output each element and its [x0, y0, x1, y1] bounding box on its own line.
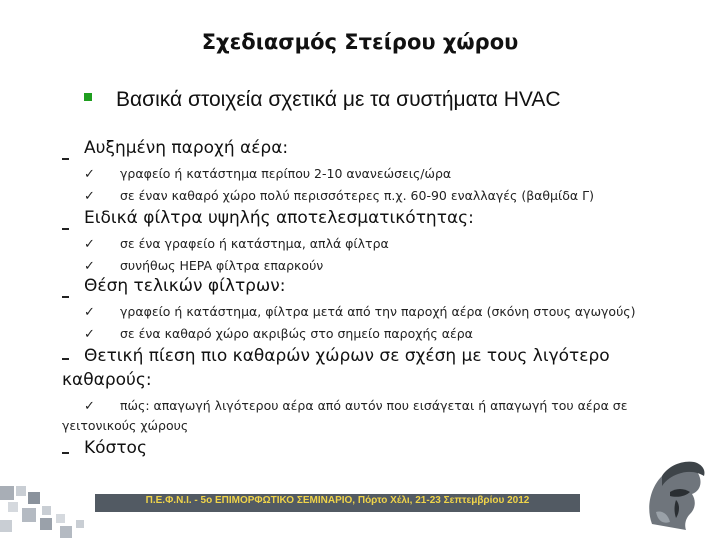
checkmark-icon: ✓: [84, 399, 95, 414]
list-item: ✓ πώς: απαγωγή λιγότερου αέρα από αυτόν που εισάγεται ή απαγωγή του αέρα σε: [84, 398, 628, 414]
square-bullet-icon: [84, 93, 92, 101]
list-item: ✓ γραφείο ή κατάστημα περίπου 2-10 ανανεώσεις/ώρα: [84, 166, 452, 182]
slide-title: Σχεδιασμός Στείρου χώρου: [201, 30, 519, 54]
dash-bullet-icon: [62, 296, 69, 298]
checkmark-icon: ✓: [84, 305, 95, 320]
list-item: ✓ σε ένα γραφείο ή κατάστημα, απλά φίλτρα: [84, 236, 389, 252]
section-heading: Αυξημένη παροχή αέρα:: [84, 138, 289, 158]
footer-bar: [95, 494, 580, 512]
subtitle-text: Βασικά στοιχεία σχετικά με τα συστήματα HVAC: [116, 88, 561, 111]
dash-bullet-icon: [62, 358, 69, 360]
dash-bullet-icon: [62, 452, 69, 454]
section-heading: Ειδικά φίλτρα υψηλής αποτελεσματικότητας:: [84, 208, 474, 228]
list-item: ✓ γραφείο ή κατάστημα, φίλτρα μετά από την παροχή αέρα (σκόνη στους αγωγούς): [84, 304, 636, 320]
section-heading-continued: καθαρούς:: [62, 370, 152, 390]
list-item-continued: γειτονικούς χώρους: [62, 418, 189, 433]
checkmark-icon: ✓: [84, 327, 95, 342]
checkmark-icon: ✓: [84, 259, 95, 274]
checkmark-icon: ✓: [84, 189, 95, 204]
slide-subtitle: [84, 88, 561, 112]
section-heading: Κόστος: [84, 438, 147, 458]
list-item: ✓ σε έναν καθαρό χώρο πολύ περισσότερες π.χ. 60-90 εναλλαγές (βαθμίδα Γ): [84, 188, 594, 204]
list-item: ✓ συνήθως HEPA φίλτρα επαρκούν: [84, 258, 324, 274]
dash-bullet-icon: [62, 228, 69, 230]
section-heading: Θετική πίεση πιο καθαρών χώρων σε σχέση με τους λιγότερο: [84, 346, 610, 366]
list-item: ✓ σε ένα καθαρό χώρο ακριβώς στο σημείο παροχής αέρα: [84, 326, 473, 342]
dash-bullet-icon: [62, 158, 69, 160]
checkmark-icon: ✓: [84, 167, 95, 182]
footer-text: Π.Ε.Φ.Ν.Ι. - 5ο ΕΠΙΜΟΡΦΩΤΙΚΟ ΣΕΜΙΝΑΡΙΟ, Πόρτο Χέλι, 21-23 Σεπτεμβρίου 2012: [145, 495, 530, 506]
section-heading: Θέση τελικών φίλτρων:: [84, 276, 286, 296]
checkmark-icon: ✓: [84, 237, 95, 252]
helmet-logo-icon: [632, 452, 714, 534]
